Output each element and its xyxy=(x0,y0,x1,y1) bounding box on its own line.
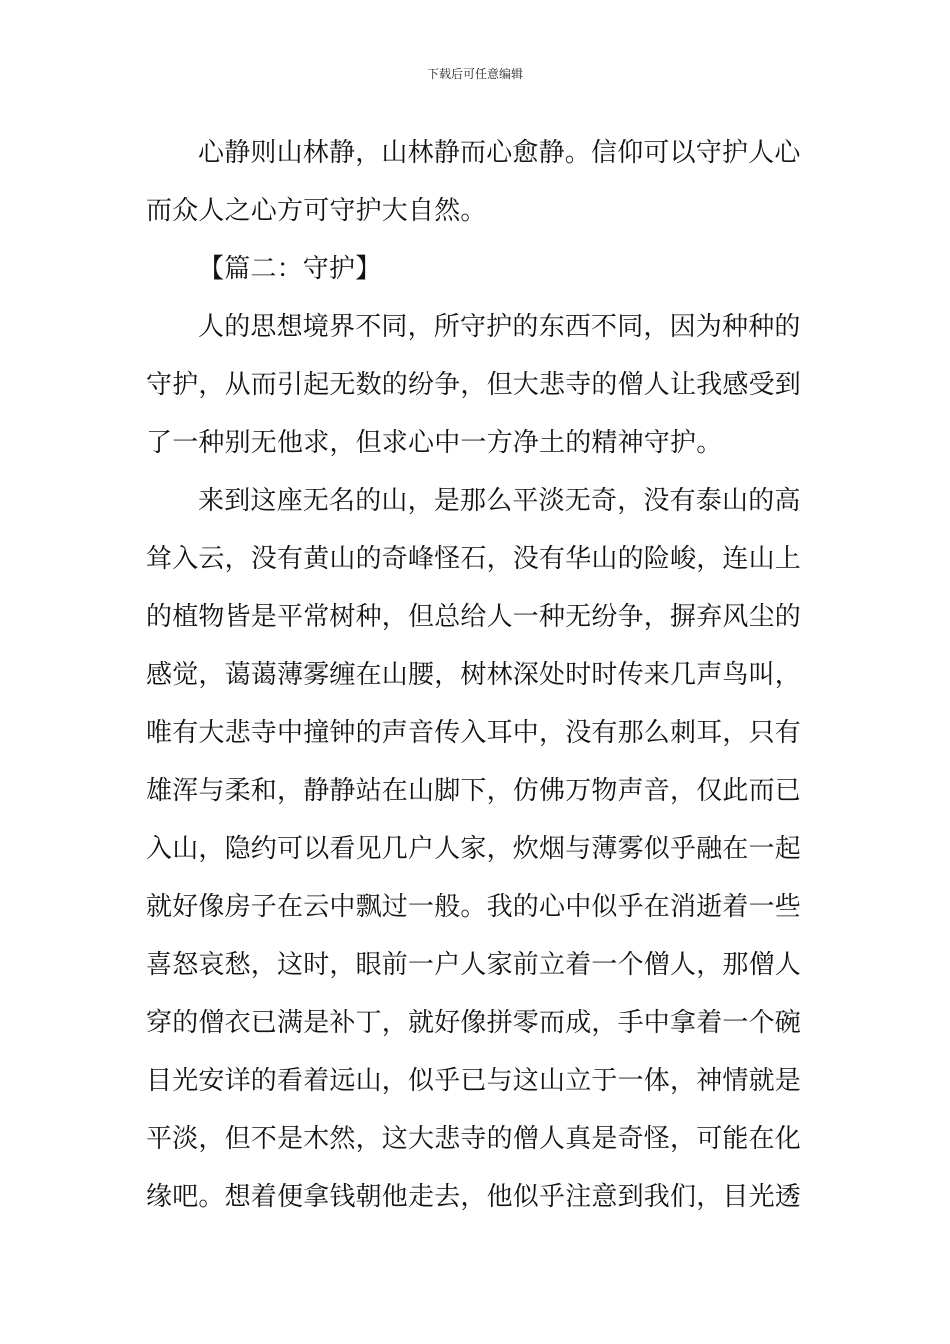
text-line: 目光安详的看着远山，似乎已与这山立于一体，神情就是 xyxy=(146,1066,802,1096)
text-line: 雄浑与柔和，静静站在山脚下，仿佛万物声音，仅此而已 xyxy=(146,776,802,806)
text-line: 喜怒哀愁，这时，眼前一户人家前立着一个僧人，那僧人 xyxy=(146,950,802,980)
page-header: 下载后可任意编辑 xyxy=(426,67,523,81)
text-line: 来到这座无名的山，是那么平淡无奇，没有泰山的高 xyxy=(198,486,801,516)
text-line: 平淡，但不是木然，这大悲寺的僧人真是奇怪，可能在化 xyxy=(146,1124,802,1154)
document-body xyxy=(146,124,810,1226)
text-line: 缘吧。想着便拿钱朝他走去，他似乎注意到我们，目光透 xyxy=(146,1182,802,1212)
text-line: 穿的僧衣已满是补丁，就好像拼零而成，手中拿着一个碗 xyxy=(146,1008,802,1038)
text-line: 耸入云，没有黄山的奇峰怪石，没有华山的险峻，连山上 xyxy=(146,544,802,574)
text-line: 入山，隐约可以看见几户人家，炊烟与薄雾似乎融在一起 xyxy=(146,834,802,864)
text-line: 心静则山林静，山林静而心愈静。信仰可以守护人心 xyxy=(198,138,801,168)
text-line: 感觉，蔼蔼薄雾缠在山腰，树林深处时时传来几声鸟叫， xyxy=(146,660,802,690)
text-line: 唯有大悲寺中撞钟的声音传入耳中，没有那么刺耳，只有 xyxy=(146,718,802,748)
text-line: 就好像房子在云中飘过一般。我的心中似乎在消逝着一些 xyxy=(146,892,802,922)
text-line: 的植物皆是平常树种，但总给人一种无纷争，摒弃风尘的 xyxy=(146,602,802,632)
text-line: 了一种别无他求，但求心中一方净土的精神守护。 xyxy=(146,428,723,458)
text-line: 人的思想境界不同，所守护的东西不同，因为种种的 xyxy=(198,312,801,342)
text-line: 而众人之心方可守护大自然。 xyxy=(146,196,487,226)
section-heading: 【篇二：守护】 xyxy=(198,254,382,284)
text-line: 守护，从而引起无数的纷争，但大悲寺的僧人让我感受到 xyxy=(146,370,802,400)
